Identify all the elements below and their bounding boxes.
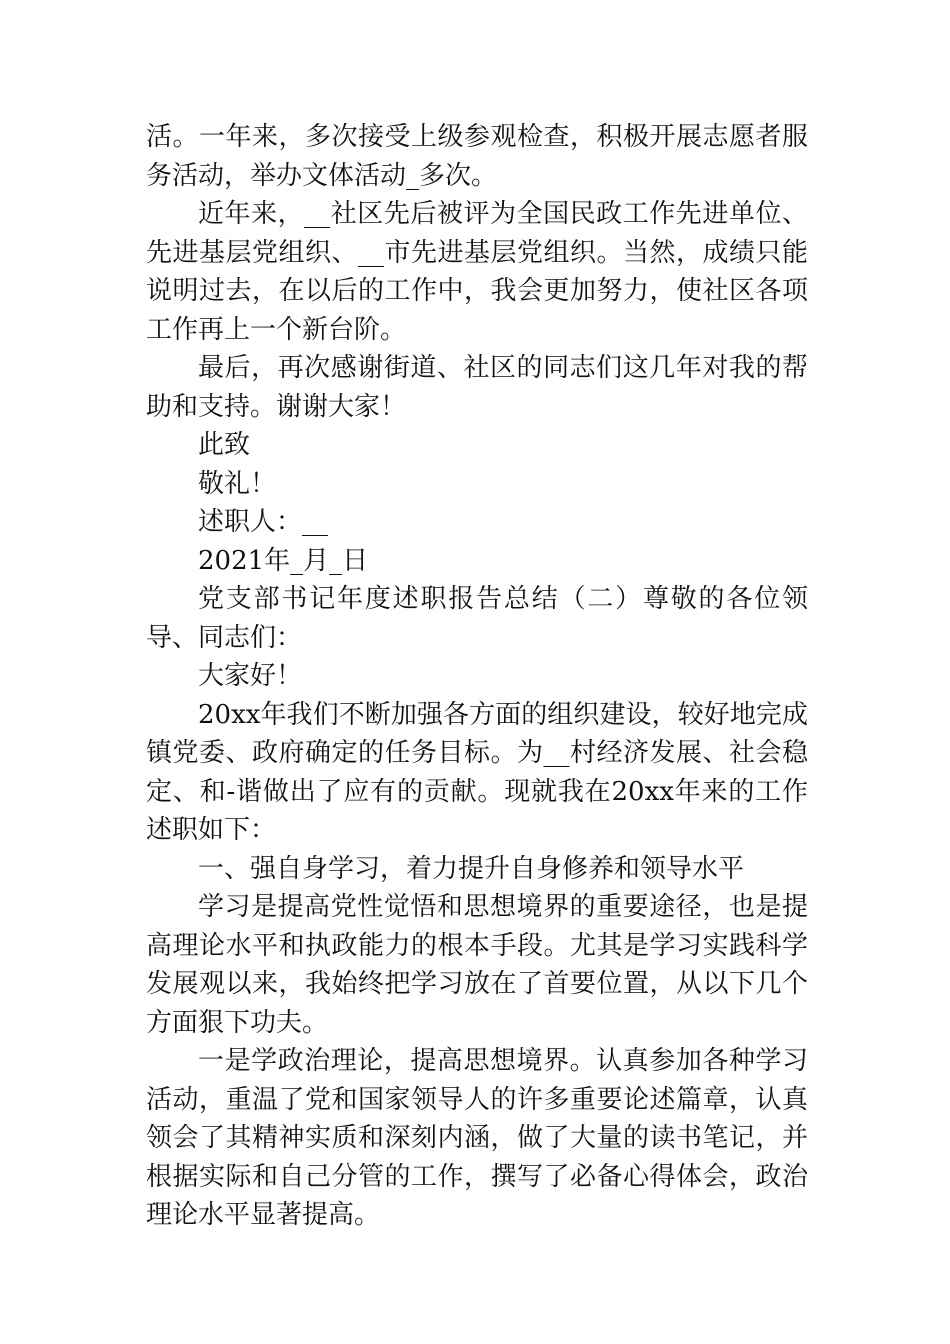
paragraph-2: 近年来，__社区先后被评为全国民政工作先进单位、先进基层党组织、__市先进基层党组织。当然，成绩只能说明过去，在以后的工作中，我会更加努力，使社区各项工作再上一个新台阶。 (146, 199, 808, 345)
paragraph-1: 活。一年来，多次接受上级参观检查，积极开展志愿者服务活动，举办文体活动_多次。 (146, 122, 808, 191)
section-heading-1: 一、强自身学习，着力提升自身修养和领导水平 (198, 853, 745, 884)
paragraph-intro: 20xx年我们不断加强各方面的组织建设，较好地完成镇党委、政府确定的任务目标。为__村经济发展、社会稳定、和-谐做出了应有的贡献。现就我在20xx年来的工作述职如下： (146, 699, 808, 845)
paragraph-politics: 一是学政治理论，提高思想境界。认真参加各种学习活动，重温了党和国家领导人的许多重要论述篇章，认真领会了其精神实质和深刻内涵，做了大量的读书笔记，并根据实际和自己分管的工作，撰写了必备心得体会，政治理论水平显著提高。 (146, 1046, 808, 1230)
reporter-line: 述职人：__ (198, 507, 329, 537)
section-title-line: 党支部书记年度述职报告总结（二）尊敬的各位领导、同志们： (146, 584, 808, 653)
greeting-line: 大家好！ (198, 661, 303, 691)
paragraph-study: 学习是提高党性觉悟和思想境界的重要途径，也是提高理论水平和执政能力的根本手段。尤其是学习实践科学发展观以来，我始终把学习放在了首要位置，从以下几个方面狠下功夫。 (146, 892, 808, 1038)
closing-salutation: 此致 (198, 430, 251, 460)
paragraph-3: 最后，再次感谢街道、社区的同志们这几年对我的帮助和支持。谢谢大家！ (146, 353, 808, 422)
date-line: 2021年_月_日 (198, 545, 369, 576)
closing-regards: 敬礼！ (198, 468, 277, 499)
